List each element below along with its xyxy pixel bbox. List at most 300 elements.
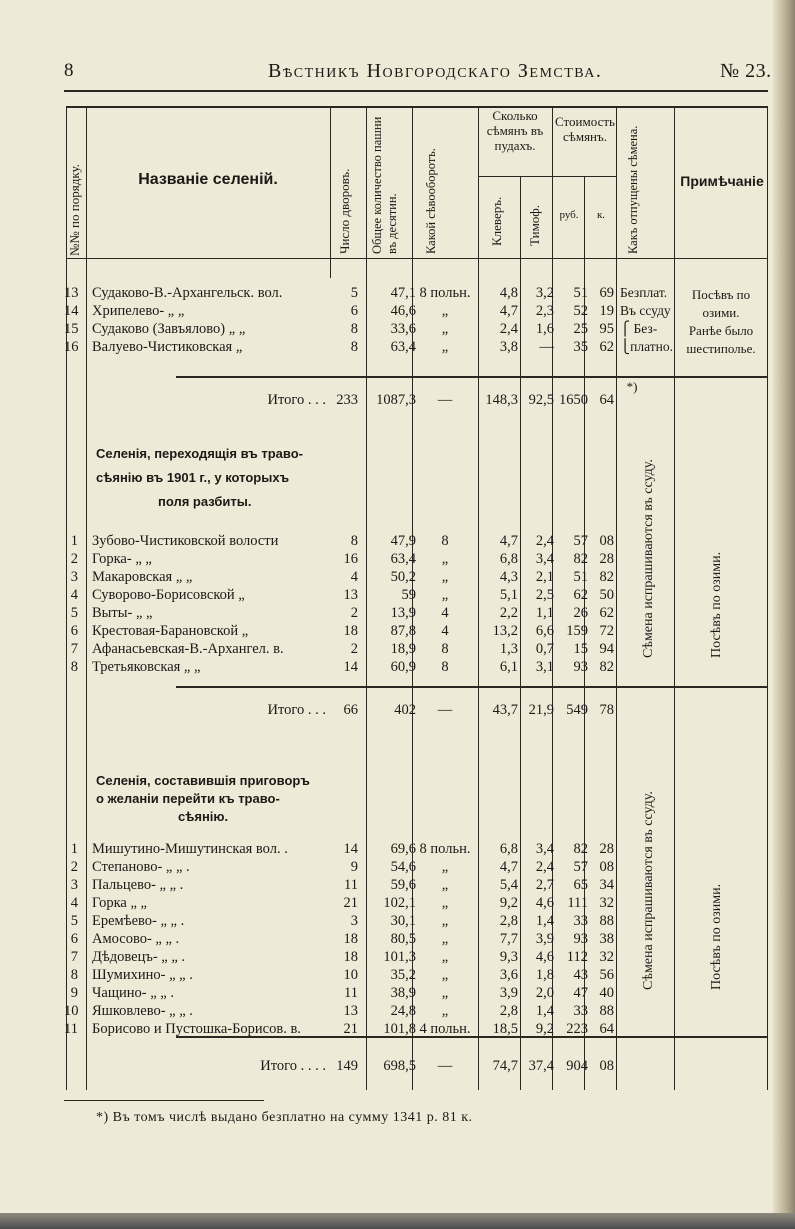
crop-rotation: 8 польн. bbox=[419, 285, 471, 301]
arable-area: 69,6 bbox=[390, 841, 416, 857]
village-name: Крестовая-Барановской „ bbox=[92, 623, 249, 639]
section-title-line: сѣянію. bbox=[178, 809, 229, 824]
header-seeds: Сколько сѣмянъ въ пудахъ. bbox=[486, 108, 544, 153]
cost-kopecks: 94 bbox=[599, 641, 614, 657]
households: 6 bbox=[350, 303, 358, 319]
table-row bbox=[66, 302, 768, 320]
crop-rotation: „ bbox=[441, 339, 449, 355]
release-note: Сѣмена испрашиваются въ ссуду. bbox=[641, 791, 656, 990]
cost-kopecks: 40 bbox=[599, 985, 614, 1001]
households: 11 bbox=[344, 985, 358, 1001]
village-name: Борисово и Пустошка-Борисов. в. bbox=[92, 1021, 301, 1037]
clover-seed: 13,2 bbox=[492, 623, 518, 639]
table-row bbox=[66, 338, 768, 356]
row-number: 13 bbox=[64, 285, 79, 301]
cost-kopecks: 08 bbox=[599, 859, 614, 875]
cost-rubles: 82 bbox=[573, 841, 588, 857]
total-rotation: — bbox=[437, 1058, 453, 1074]
journal-title: Вѣстникъ Новгородскаго Земства. bbox=[268, 60, 603, 82]
clover-seed: 2,4 bbox=[499, 321, 518, 337]
households: 18 bbox=[343, 949, 358, 965]
total-timothy: 21,9 bbox=[528, 702, 554, 718]
total-households: 66 bbox=[343, 702, 358, 718]
header-clover: Клеверъ. bbox=[489, 196, 504, 246]
cost-rubles: 25 bbox=[573, 321, 588, 337]
row-number: 1 bbox=[70, 841, 78, 857]
clover-seed: 2,8 bbox=[499, 1003, 518, 1019]
total-households: 149 bbox=[336, 1058, 358, 1074]
total-clover: 43,7 bbox=[492, 702, 518, 718]
households: 13 bbox=[343, 1003, 358, 1019]
households: 2 bbox=[350, 641, 358, 657]
households: 21 bbox=[343, 895, 358, 911]
table-row bbox=[66, 840, 768, 858]
row-number: 15 bbox=[64, 321, 79, 337]
timothy-seed: 2,4 bbox=[535, 533, 554, 549]
cost-kopecks: 32 bbox=[599, 949, 614, 965]
arable-area: 63,4 bbox=[390, 551, 416, 567]
table-row bbox=[66, 568, 768, 586]
seed-table bbox=[66, 106, 768, 1090]
crop-rotation: 8 польн. bbox=[419, 841, 471, 857]
row-number: 2 bbox=[70, 859, 78, 875]
table-row bbox=[66, 586, 768, 604]
timothy-seed: 2,5 bbox=[535, 587, 554, 603]
households: 3 bbox=[350, 913, 358, 929]
table-row bbox=[66, 948, 768, 966]
header-households: Число дворовъ. bbox=[337, 168, 352, 254]
village-name: Чащино- „ „ . bbox=[92, 985, 174, 1001]
clover-seed: 7,7 bbox=[499, 931, 518, 947]
cost-rubles: 112 bbox=[566, 949, 588, 965]
households: 14 bbox=[343, 659, 358, 675]
total-kopecks: 08 bbox=[599, 1058, 614, 1074]
header-kop: к. bbox=[596, 209, 606, 221]
village-name: Еремѣево- „ „ . bbox=[92, 913, 185, 929]
timothy-seed: 2,1 bbox=[535, 569, 554, 585]
table-row bbox=[66, 658, 768, 676]
households: 8 bbox=[350, 339, 358, 355]
clover-seed: 1,3 bbox=[499, 641, 518, 657]
cost-rubles: 33 bbox=[573, 1003, 588, 1019]
crop-rotation: 4 польн. bbox=[419, 1021, 471, 1037]
arable-area: 47,9 bbox=[390, 533, 416, 549]
crop-rotation: 4 bbox=[441, 605, 449, 621]
row-number: 4 bbox=[70, 895, 78, 911]
footnote-marker: *) bbox=[626, 379, 638, 394]
total-clover: 74,7 bbox=[492, 1058, 518, 1074]
row-number: 11 bbox=[64, 1021, 78, 1037]
page-edge bbox=[773, 0, 795, 1229]
households: 8 bbox=[350, 533, 358, 549]
header-cost: Стоимость сѣмянъ. bbox=[555, 114, 615, 144]
timothy-seed: 9,2 bbox=[535, 1021, 554, 1037]
timothy-seed: 3,1 bbox=[535, 659, 554, 675]
total-area: 698,5 bbox=[383, 1058, 416, 1074]
crop-rotation: „ bbox=[441, 949, 449, 965]
village-name: Горка- „ „ bbox=[92, 551, 152, 567]
table-row bbox=[66, 912, 768, 930]
crop-rotation: 8 bbox=[441, 641, 449, 657]
timothy-seed: 3,2 bbox=[535, 285, 554, 301]
crop-rotation: „ bbox=[441, 877, 449, 893]
crop-rotation: 4 bbox=[441, 623, 449, 639]
table-row bbox=[66, 876, 768, 894]
remark-line: Посѣвъ по bbox=[691, 287, 751, 302]
header-bottom-rule bbox=[66, 258, 768, 259]
cost-kopecks: 64 bbox=[599, 1021, 614, 1037]
households: 13 bbox=[343, 587, 358, 603]
total-area: 402 bbox=[394, 702, 416, 718]
timothy-seed: 0,7 bbox=[535, 641, 554, 657]
village-name: Мишутино-Мишутинская вол. . bbox=[92, 841, 288, 857]
table-row bbox=[66, 622, 768, 640]
table-row bbox=[66, 966, 768, 984]
arable-area: 38,9 bbox=[390, 985, 416, 1001]
row-number: 7 bbox=[70, 949, 78, 965]
clover-seed: 5,4 bbox=[499, 877, 518, 893]
row-number: 14 bbox=[64, 303, 79, 319]
total-label: Итого . . . . bbox=[260, 1058, 326, 1074]
cost-kopecks: 69 bbox=[599, 285, 614, 301]
footnote-rule bbox=[64, 1100, 264, 1101]
arable-area: 35,2 bbox=[390, 967, 416, 983]
timothy-seed: 4,6 bbox=[535, 895, 554, 911]
cost-kopecks: 19 bbox=[599, 303, 614, 319]
remark-note: Посѣвъ по озими. bbox=[709, 883, 724, 990]
timothy-seed: 3,4 bbox=[535, 841, 554, 857]
village-name: Зубово-Чистиковской волости bbox=[92, 533, 279, 549]
total-rubles: 549 bbox=[566, 702, 588, 718]
table-row bbox=[66, 858, 768, 876]
cost-rubles: 47 bbox=[573, 985, 588, 1001]
crop-rotation: „ bbox=[441, 985, 449, 1001]
timothy-seed: 6,6 bbox=[535, 623, 554, 639]
table-top-rule bbox=[66, 106, 768, 108]
arable-area: 59,6 bbox=[390, 877, 416, 893]
total-rubles: 904 bbox=[566, 1058, 588, 1074]
total-rotation: — bbox=[437, 392, 453, 408]
arable-area: 47,1 bbox=[390, 285, 416, 301]
total-row bbox=[66, 1056, 768, 1076]
row-number: 8 bbox=[70, 659, 78, 675]
row-number: 2 bbox=[70, 551, 78, 567]
village-name: Амосово- „ „ . bbox=[92, 931, 180, 947]
total-row bbox=[66, 390, 768, 410]
arable-area: 24,8 bbox=[390, 1003, 416, 1019]
clover-seed: 4,7 bbox=[499, 859, 518, 875]
households: 8 bbox=[350, 321, 358, 337]
total-rule bbox=[176, 376, 768, 378]
cost-rubles: 33 bbox=[573, 913, 588, 929]
timothy-seed: 3,9 bbox=[535, 931, 554, 947]
header-name: Названіе селеній. bbox=[138, 171, 278, 188]
timothy-seed: 1,4 bbox=[535, 913, 554, 929]
total-rule bbox=[176, 686, 768, 688]
cost-rubles: 62 bbox=[573, 587, 588, 603]
footnote: *) Въ томъ числѣ выдано безплатно на сумму 1341 р. 81 к. bbox=[96, 1110, 473, 1125]
cost-rubles: 93 bbox=[573, 659, 588, 675]
village-name: Третьяковская „ „ bbox=[92, 659, 201, 675]
cost-kopecks: 88 bbox=[599, 1003, 614, 1019]
arable-area: 18,9 bbox=[390, 641, 416, 657]
total-timothy: 92,5 bbox=[528, 392, 554, 408]
header-rub: руб. bbox=[559, 209, 579, 221]
clover-seed: 3,9 bbox=[499, 985, 518, 1001]
cost-kopecks: 95 bbox=[599, 321, 614, 337]
cost-rubles: 15 bbox=[573, 641, 588, 657]
cost-kopecks: 82 bbox=[599, 659, 614, 675]
clover-seed: 3,6 bbox=[499, 967, 518, 983]
total-area: 1087,3 bbox=[376, 392, 416, 408]
release-method: ⎩платно. bbox=[620, 339, 673, 354]
total-kopecks: 78 bbox=[599, 702, 614, 718]
arable-area: 30,1 bbox=[390, 913, 416, 929]
households: 11 bbox=[344, 877, 358, 893]
table-row bbox=[66, 640, 768, 658]
crop-rotation: „ bbox=[441, 931, 449, 947]
cost-rubles: 51 bbox=[573, 285, 588, 301]
arable-area: 50,2 bbox=[390, 569, 416, 585]
total-rotation: — bbox=[437, 702, 453, 718]
arable-area: 60,9 bbox=[390, 659, 416, 675]
row-number: 4 bbox=[70, 587, 78, 603]
timothy-seed: 4,6 bbox=[535, 949, 554, 965]
header-rotation: Какой сѣвооборотъ. bbox=[424, 148, 438, 254]
table-row bbox=[66, 284, 768, 302]
arable-area: 54,6 bbox=[390, 859, 416, 875]
total-timothy: 37,4 bbox=[528, 1058, 554, 1074]
clover-seed: 4,3 bbox=[499, 569, 518, 585]
col-line bbox=[330, 106, 331, 278]
table-row bbox=[66, 604, 768, 622]
timothy-seed: 1,4 bbox=[535, 1003, 554, 1019]
clover-seed: 9,3 bbox=[499, 949, 518, 965]
total-rubles: 1650 bbox=[559, 392, 588, 408]
village-name: Пальцево- „ „ . bbox=[92, 877, 184, 893]
households: 14 bbox=[343, 841, 358, 857]
households: 2 bbox=[350, 605, 358, 621]
arable-area: 33,6 bbox=[390, 321, 416, 337]
arable-area: 63,4 bbox=[390, 339, 416, 355]
total-households: 233 bbox=[336, 392, 358, 408]
clover-seed: 5,1 bbox=[499, 587, 518, 603]
table-row bbox=[66, 532, 768, 550]
row-number: 16 bbox=[64, 339, 79, 355]
table-row bbox=[66, 1002, 768, 1020]
clover-seed: 2,2 bbox=[499, 605, 518, 621]
cost-kopecks: 62 bbox=[599, 339, 614, 355]
crop-rotation: „ bbox=[441, 321, 449, 337]
clover-seed: 6,1 bbox=[499, 659, 518, 675]
row-number: 6 bbox=[70, 931, 78, 947]
cost-rubles: 57 bbox=[573, 859, 588, 875]
village-name: Валуево-Чистиковская „ bbox=[92, 339, 243, 355]
total-label: Итого . . . bbox=[267, 392, 326, 408]
village-name: Хрипелево- „ „ bbox=[92, 303, 185, 319]
total-clover: 148,3 bbox=[485, 392, 518, 408]
subheader-rule bbox=[478, 176, 616, 177]
clover-seed: 3,8 bbox=[499, 339, 518, 355]
crop-rotation: „ bbox=[441, 587, 449, 603]
release-method: Безплат. bbox=[620, 285, 668, 300]
cost-rubles: 57 bbox=[573, 533, 588, 549]
timothy-seed: 3,4 bbox=[535, 551, 554, 567]
header-rule bbox=[64, 90, 768, 92]
clover-seed: 6,8 bbox=[499, 841, 518, 857]
households: 18 bbox=[343, 623, 358, 639]
crop-rotation: „ bbox=[441, 895, 449, 911]
row-number: 9 bbox=[70, 985, 78, 1001]
row-number: 6 bbox=[70, 623, 78, 639]
arable-area: 101,8 bbox=[383, 1021, 416, 1037]
table-row bbox=[66, 1020, 768, 1038]
arable-area: 101,3 bbox=[383, 949, 416, 965]
issue-number: № 23. bbox=[720, 60, 772, 82]
clover-seed: 9,2 bbox=[499, 895, 518, 911]
households: 4 bbox=[350, 569, 358, 585]
village-name: Судаково-В.-Архангельск. вол. bbox=[92, 285, 283, 301]
timothy-seed: 1,8 bbox=[535, 967, 554, 983]
remark-note: Посѣвъ по озими. bbox=[709, 551, 724, 658]
table-row bbox=[66, 984, 768, 1002]
remark-line: озими. bbox=[702, 305, 740, 320]
cost-kopecks: 88 bbox=[599, 913, 614, 929]
timothy-seed: 1,1 bbox=[535, 605, 554, 621]
cost-rubles: 93 bbox=[573, 931, 588, 947]
total-label: Итого . . . bbox=[267, 702, 326, 718]
crop-rotation: 8 bbox=[441, 533, 449, 549]
cost-rubles: 51 bbox=[573, 569, 588, 585]
households: 21 bbox=[343, 1021, 358, 1037]
table-row bbox=[66, 320, 768, 338]
release-method: Въ ссуду bbox=[620, 303, 671, 318]
crop-rotation: „ bbox=[441, 551, 449, 567]
village-name: Степаново- „ „ . bbox=[92, 859, 190, 875]
cost-kopecks: 50 bbox=[599, 587, 614, 603]
row-number: 5 bbox=[70, 913, 78, 929]
cost-kopecks: 28 bbox=[599, 841, 614, 857]
cost-kopecks: 32 bbox=[599, 895, 614, 911]
households: 18 bbox=[343, 931, 358, 947]
clover-seed: 2,8 bbox=[499, 913, 518, 929]
row-number: 10 bbox=[64, 1003, 79, 1019]
header-no: №№ по порядку. bbox=[67, 164, 82, 256]
total-row bbox=[66, 700, 768, 720]
cost-kopecks: 08 bbox=[599, 533, 614, 549]
village-name: Горка „ „ bbox=[92, 895, 147, 911]
timothy-seed: — bbox=[539, 339, 554, 355]
row-number: 1 bbox=[70, 533, 78, 549]
village-name: Дѣдовецъ- „ „ . bbox=[92, 949, 186, 965]
village-name: Шумихино- „ „ . bbox=[92, 967, 193, 983]
cost-kopecks: 38 bbox=[599, 931, 614, 947]
arable-area: 46,6 bbox=[390, 303, 416, 319]
arable-area: 13,9 bbox=[390, 605, 416, 621]
clover-seed: 18,5 bbox=[492, 1021, 518, 1037]
section-title-line: поля разбиты. bbox=[158, 494, 252, 509]
remark-line: шестиполье. bbox=[686, 341, 756, 356]
village-name: Судаково (Завъялово) „ „ bbox=[92, 321, 246, 337]
page-number: 8 bbox=[64, 60, 74, 81]
households: 16 bbox=[343, 551, 358, 567]
cost-rubles: 159 bbox=[566, 623, 588, 639]
cost-rubles: 82 bbox=[573, 551, 588, 567]
table-row bbox=[66, 930, 768, 948]
header-released: Какъ отпущены сѣмена. bbox=[626, 125, 640, 254]
village-name: Яшковлево- „ „ . bbox=[92, 1003, 193, 1019]
release-note: Сѣмена испрашиваются въ ссуду. bbox=[641, 459, 656, 658]
households: 5 bbox=[350, 285, 358, 301]
crop-rotation: „ bbox=[441, 913, 449, 929]
row-number: 7 bbox=[70, 641, 78, 657]
header-area: Общее количество пашни въ десятин. bbox=[370, 116, 399, 254]
crop-rotation: „ bbox=[441, 859, 449, 875]
row-number: 8 bbox=[70, 967, 78, 983]
remark-line: Ранѣе было bbox=[688, 323, 754, 338]
cost-kopecks: 34 bbox=[599, 877, 614, 893]
crop-rotation: „ bbox=[441, 1003, 449, 1019]
village-name: Выты- „ „ bbox=[92, 605, 153, 621]
village-name: Афанасьевская-В.-Архангел. в. bbox=[92, 641, 284, 657]
row-number: 5 bbox=[70, 605, 78, 621]
clover-seed: 4,7 bbox=[499, 533, 518, 549]
total-kopecks: 64 bbox=[599, 392, 614, 408]
header-timothy: Тимоф. bbox=[527, 205, 542, 246]
cost-rubles: 43 bbox=[573, 967, 588, 983]
section-title-line: Селенія, составившія приговоръ bbox=[96, 773, 310, 788]
clover-seed: 4,8 bbox=[499, 285, 518, 301]
village-name: Макаровская „ „ bbox=[92, 569, 193, 585]
crop-rotation: „ bbox=[441, 569, 449, 585]
cost-rubles: 223 bbox=[566, 1021, 588, 1037]
timothy-seed: 2,4 bbox=[535, 859, 554, 875]
crop-rotation: „ bbox=[441, 303, 449, 319]
release-method: ⎧ Без- bbox=[620, 321, 658, 336]
section-title-line: о желаніи перейти къ траво- bbox=[96, 791, 280, 806]
row-number: 3 bbox=[70, 877, 78, 893]
cost-rubles: 52 bbox=[573, 303, 588, 319]
timothy-seed: 2,0 bbox=[535, 985, 554, 1001]
cost-rubles: 111 bbox=[567, 895, 588, 911]
timothy-seed: 1,6 bbox=[535, 321, 554, 337]
section-title-line: сѣянію въ 1901 г., у которыхъ bbox=[96, 470, 290, 485]
cost-kopecks: 72 bbox=[599, 623, 614, 639]
cost-kopecks: 56 bbox=[599, 967, 614, 983]
clover-seed: 4,7 bbox=[499, 303, 518, 319]
row-number: 3 bbox=[70, 569, 78, 585]
crop-rotation: 8 bbox=[441, 659, 449, 675]
header-notes: Примѣчаніе bbox=[680, 173, 764, 189]
section-title-line: Селенія, переходящія въ траво- bbox=[96, 446, 303, 461]
timothy-seed: 2,7 bbox=[535, 877, 554, 893]
households: 9 bbox=[350, 859, 358, 875]
cost-kopecks: 62 bbox=[599, 605, 614, 621]
timothy-seed: 2,3 bbox=[535, 303, 554, 319]
crop-rotation: „ bbox=[441, 967, 449, 983]
cost-rubles: 35 bbox=[573, 339, 588, 355]
arable-area: 80,5 bbox=[390, 931, 416, 947]
page-bottom-edge bbox=[0, 1213, 795, 1229]
clover-seed: 6,8 bbox=[499, 551, 518, 567]
table-row bbox=[66, 894, 768, 912]
cost-rubles: 26 bbox=[573, 605, 588, 621]
arable-area: 87,8 bbox=[390, 623, 416, 639]
cost-rubles: 65 bbox=[573, 877, 588, 893]
households: 10 bbox=[343, 967, 358, 983]
arable-area: 59 bbox=[401, 587, 416, 603]
cost-kopecks: 28 bbox=[599, 551, 614, 567]
